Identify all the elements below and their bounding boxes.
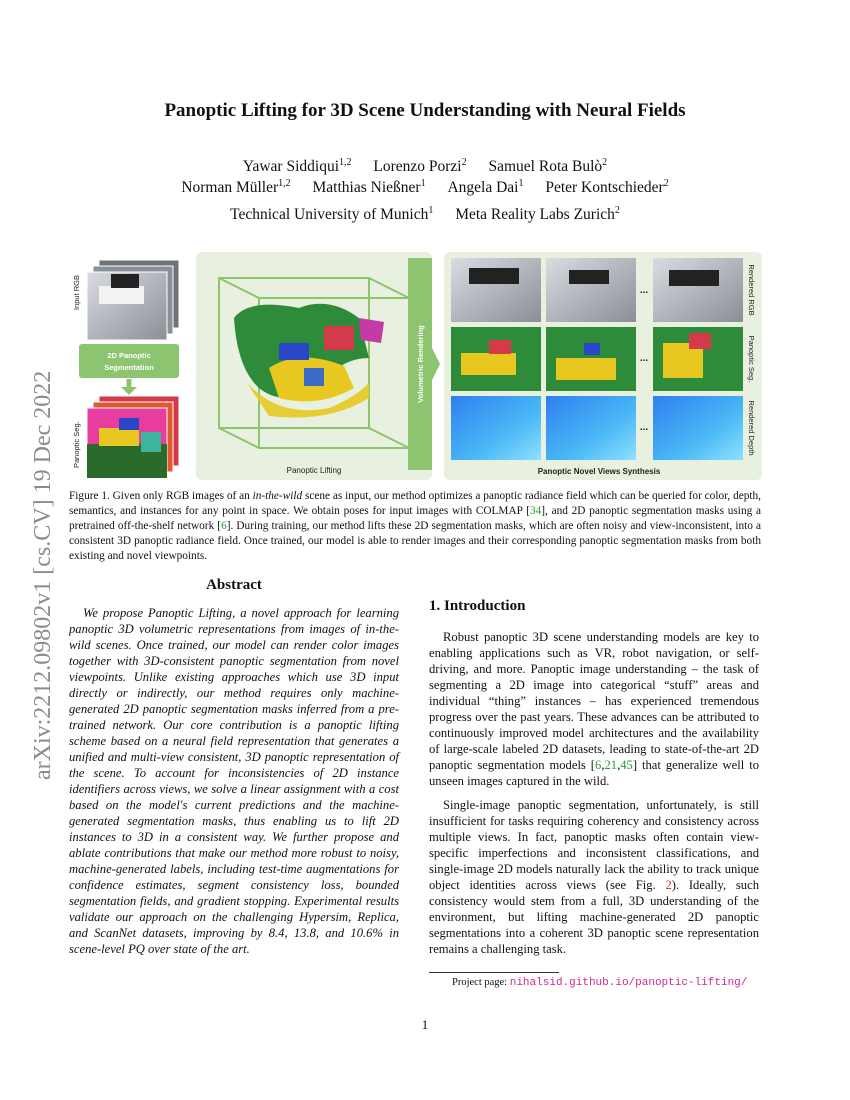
intro-paragraph-1: Robust panoptic 3D scene understanding models are key to enabling applications such as VR, robot navigation, or self-driving, and more. Panoptic image understanding – the task of segmenting a 2D image into categorical “stuff” areas and individual “thing” instances – has experienced tremendous progress over the past years. These advances can be attributed to continuously improved model architectures and the availability of large-scale labeled 2D datasets, leading to state-of-the-art 2D panoptic segmentation models [6,21,45] that generalize well to unseen images captured in the wild. [429, 630, 759, 788]
panoptic-lifting-label: Panoptic Lifting [286, 466, 342, 475]
figure-1 [69, 248, 769, 484]
rendered-rgb-label: Rendered RGB [747, 264, 756, 316]
ellipsis-2: ... [639, 353, 649, 364]
panoptic-seg-right-label: Panoptic Seg. [747, 335, 756, 383]
citation-link[interactable]: 21 [604, 758, 618, 772]
panoptic-seg-stack [87, 396, 179, 478]
page-number: 1 [421, 1017, 429, 1032]
author: Samuel Rota Bulò$^2$ [488, 157, 608, 176]
figure-caption: Figure 1. Given only RGB images of an in-the-wild scene as input, our method optimizes a panoptic radiance field which can be queried for color, depth, semantics, and instances for any point in space. We obtain poses for input images with COLMAP [34], and 2D panoptic segmentation masks using a pretrained off-the-shelf network [6]. During training, our method lifts these 2D segmentation masks, which are often noisy and view-inconsistent, into a consistent 3D panoptic radiance field. Once trained, our model is able to render images and their corresponding panoptic segmentation masks from both existing and novel viewpoints. [69, 490, 762, 562]
footnote-rule [429, 972, 559, 973]
author: Lorenzo Porzi$^2$ [373, 157, 467, 176]
input-rgb-label: Input RGB [72, 274, 81, 310]
citation-link[interactable]: 6 [221, 520, 227, 532]
author: Angela Dai$^1$ [447, 178, 524, 197]
ellipsis-3: ... [639, 422, 649, 433]
input-rgb-stack [87, 260, 179, 340]
citation-link[interactable]: 34 [530, 505, 542, 517]
intro-heading: 1. Introduction [429, 598, 526, 614]
citation-link[interactable]: 6 [595, 758, 602, 772]
project-page-link[interactable]: nihalsid.github.io/panoptic-lifting/ [509, 977, 748, 989]
affiliations [0, 205, 850, 224]
segmentation-step-box [79, 344, 179, 378]
authors-line-2 [0, 178, 850, 197]
affiliation: Technical University of Munich$^1$ [230, 205, 434, 224]
volumetric-rendering-label: Volumetric Rendering [416, 325, 425, 403]
ellipsis-1: ... [639, 285, 649, 296]
footnote: Project page: nihalsid.github.io/panoptic-lifting/ [452, 977, 748, 989]
figure-ref-link[interactable]: 2 [665, 878, 672, 892]
paper-title: Panoptic Lifting for 3D Scene Understanding with Neural Fields [164, 100, 686, 121]
affiliation: Meta Reality Labs Zurich$^2$ [455, 205, 620, 224]
abstract-body: We propose Panoptic Lifting, a novel approach for learning panoptic 3D volumetric representations from images of in-the-wild scenes. Once trained, our model can render color images together with 3D-consistent panoptic segmentation from novel viewpoints. Unlike existing approaches which use 3D input directly or indirectly, our method requires only machine-generated 2D panoptic segmentation masks inferred from a pre-trained network. Our core contribution is a panoptic lifting scheme based on a neural field representation that generates a unified and multi-view consistent, 3D panoptic representation of the scene. To account for inconsistencies of 2D instance identifiers across views, we solve a linear assignment with a cost based on the model's current predictions and the machine-generated segmentation masks, thus enabling us to lift 2D instances to 3D in a consistent way. We further propose and ablate contributions that make our method more robust to noisy, machine-generated labels, including test-time augmentations for confidence estimates, segment consistency loss, bounded segmentation fields, and gradient stopping. Experimental results validate our approach on the challenging Hypersim, Replica, and ScanNet datasets, improving by 8.4, 13.8, and 10.6% in scene-level PQ over state of the art. [69, 606, 399, 956]
author: Yawar Siddiqui$^{1,2}$ [242, 157, 352, 176]
arrow-right-icon [432, 348, 440, 380]
panoptic-seg-row [451, 327, 743, 391]
arxiv-stamp [20, 290, 60, 780]
intro-paragraph-2: Single-image panoptic segmentation, unfortunately, is still insufficient for tasks requiring coherency and consistency across multiple views. In fact, panoptic masks often contain view-specific imperfections and inconsistent classifications, and single-image 2D models naturally lack the ability to track unique object identities across views (see Fig. 2). Ideally, such consistency would stem from a full, 3D understanding of the environment, but lifting machine-generated 2D panoptic segmentations into a coherent 3D panoptic scene representation remains a challenging task. [429, 798, 759, 956]
abstract-heading: Abstract [206, 577, 262, 593]
citation-link[interactable]: 45 [620, 758, 633, 772]
segmentation-step-line1: 2D Panoptic [107, 351, 151, 360]
segmentation-step-line2: Segmentation [104, 363, 154, 372]
rendered-rgb-row [451, 258, 743, 322]
rendered-depth-label: Rendered Depth [747, 400, 756, 456]
panoptic-seg-left-label: Panoptic Seg. [72, 421, 81, 468]
author: Matthias Nießner$^1$ [312, 178, 426, 197]
author: Norman Müller$^{1,2}$ [181, 178, 291, 197]
author: Peter Kontschieder$^2$ [545, 178, 669, 197]
novel-views-label: Panoptic Novel Views Synthesis [537, 467, 661, 476]
authors-line-1 [0, 157, 850, 176]
rendered-depth-row [451, 396, 743, 460]
arxiv-id: arXiv:2212.09802v1 [cs.CV] 19 Dec 2022 [30, 370, 56, 780]
arrow-down-icon [121, 387, 137, 395]
